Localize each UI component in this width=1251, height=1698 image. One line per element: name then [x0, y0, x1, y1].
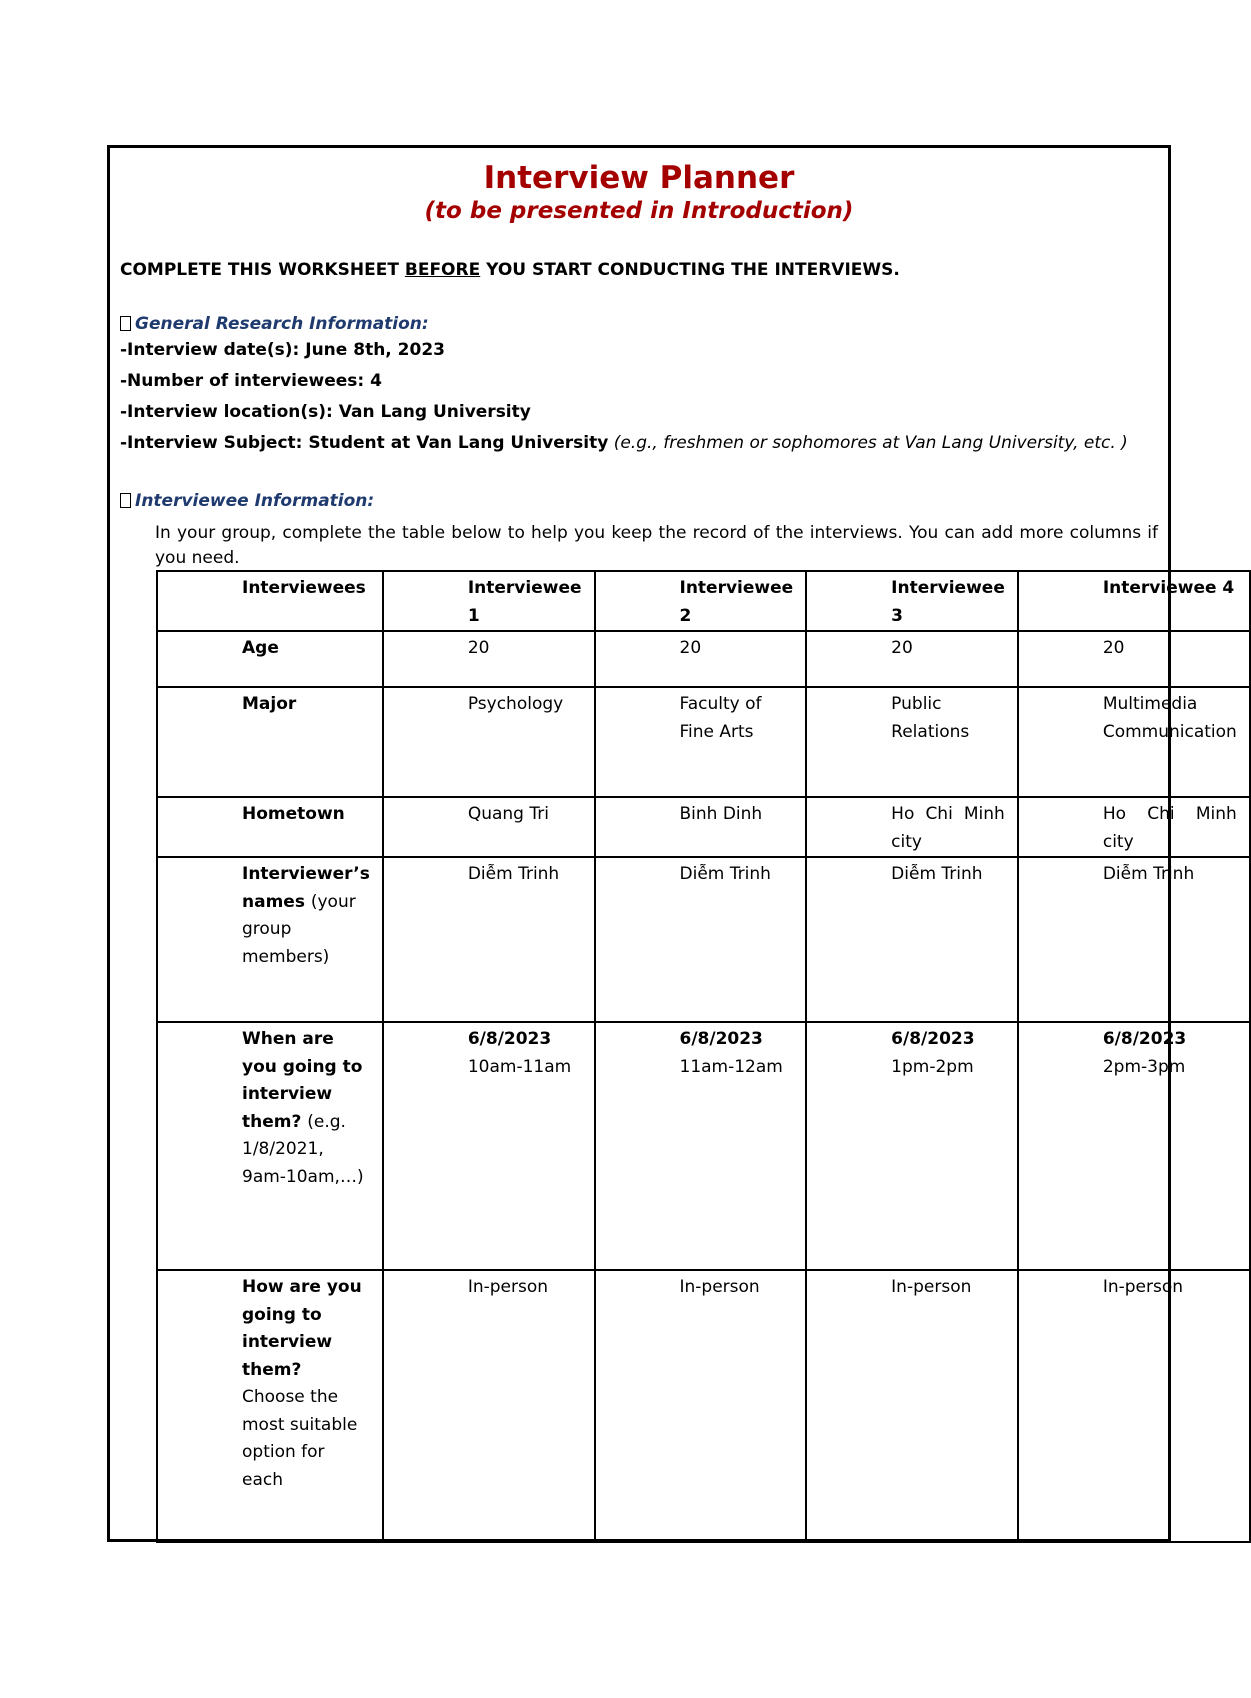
table-row [157, 571, 1250, 631]
table-cell [595, 1022, 807, 1270]
row-label: Hometown [157, 797, 383, 857]
general-info-heading [120, 314, 429, 334]
interview-time-value: 1pm-2pm [891, 1056, 974, 1077]
interview-subject-example: (e.g., freshmen or sophomores at Van Lang University, etc. ) [608, 433, 1128, 453]
interview-date-value: 6/8/2023 [1102, 1029, 1187, 1049]
interview-subject [120, 433, 1128, 453]
header-cell: Interviewee 1 [383, 571, 595, 631]
row-label-text: When are you going to interview them? [242, 1029, 363, 1132]
checkbox-icon [120, 316, 131, 331]
table-cell: Ho Chi Minh city [1018, 797, 1250, 857]
header-cell: Interviewees [157, 571, 383, 631]
row-label [157, 857, 383, 1022]
table-cell: Diễm Trinh [1018, 857, 1250, 1022]
table-row [157, 1022, 1250, 1270]
table-cell: In-person [1018, 1270, 1250, 1542]
table-cell [1018, 1022, 1250, 1270]
interviewee-count: -Number of interviewees: 4 [120, 371, 382, 391]
table-cell: In-person [806, 1270, 1018, 1542]
table-cell: Diễm Trinh [595, 857, 807, 1022]
row-label-note: (your group members) [242, 891, 356, 967]
table-cell [383, 1022, 595, 1270]
interviewee-info-heading-text: Interviewee Information: [135, 491, 375, 511]
row-label-note: Choose the most suitable option for each [242, 1387, 358, 1490]
table-row [157, 797, 1250, 857]
table-cell: Multimedia Communication [1018, 687, 1250, 797]
row-label [157, 1270, 383, 1542]
interview-date-value: 6/8/2023 [467, 1029, 552, 1049]
interview-time-value: 11am-12am [679, 1056, 783, 1077]
interviewee-intro: In your group, complete the table below to help you keep the record of the interviews. You can add more columns if you need. [155, 523, 1158, 568]
general-info-heading-text: General Research Information: [135, 314, 429, 334]
worksheet-frame [107, 145, 1237, 1542]
table-cell: Faculty of Fine Arts [595, 687, 807, 797]
page-title: Interview Planner [483, 160, 795, 196]
row-label-text: How are you going to interview them? [242, 1277, 362, 1380]
instruction-line [120, 260, 900, 280]
interview-subject-text: -Interview Subject: Student at Van Lang University [120, 433, 609, 453]
table-cell: 20 [806, 631, 1018, 687]
instruction-emphasis: BEFORE [404, 260, 481, 280]
instruction-pre: COMPLETE THIS WORKSHEET [120, 260, 405, 280]
row-label [157, 1022, 383, 1270]
table-cell: In-person [383, 1270, 595, 1542]
header-cell: Interviewee 2 [595, 571, 807, 631]
table-cell: 20 [1018, 631, 1250, 687]
header-cell: Interviewee 3 [806, 571, 1018, 631]
table-cell: Psychology [383, 687, 595, 797]
table-row [157, 1270, 1250, 1542]
interview-time-value: 2pm-3pm [1102, 1056, 1186, 1077]
table-row [157, 687, 1250, 797]
interview-date-value: 6/8/2023 [679, 1029, 763, 1049]
table-cell: 20 [595, 631, 807, 687]
table-cell [806, 1022, 1018, 1270]
interview-location: -Interview location(s): Van Lang University [120, 402, 531, 422]
header-cell: Interviewee 4 [1018, 571, 1250, 631]
row-label: Age [157, 631, 383, 687]
page-subtitle: (to be presented in Introduction) [424, 198, 854, 224]
table-cell: Binh Dinh [595, 797, 807, 857]
interviewee-table [156, 570, 1251, 1543]
table-row [157, 631, 1250, 687]
table-cell: Public Relations [806, 687, 1018, 797]
table-cell: 20 [383, 631, 595, 687]
row-label-text: Interviewer’s names [242, 864, 370, 912]
table-cell: Diễm Trinh [806, 857, 1018, 1022]
table-row [157, 857, 1250, 1022]
table-cell: In-person [595, 1270, 807, 1542]
row-label-note: (e.g. 1/8/2021, 9am-10am,…) [242, 1111, 364, 1187]
instruction-post: YOU START CONDUCTING THE INTERVIEWS. [480, 260, 900, 280]
interview-date: -Interview date(s): June 8th, 2023 [120, 340, 445, 360]
row-label: Major [157, 687, 383, 797]
interviewee-info-heading [120, 491, 374, 511]
checkbox-icon [120, 493, 131, 508]
table-cell: Diễm Trinh [383, 857, 595, 1022]
interview-time-value: 10am-11am [467, 1056, 572, 1077]
table-cell: Ho Chi Minh city [806, 797, 1018, 857]
table-cell: Quang Tri [383, 797, 595, 857]
interview-date-value: 6/8/2023 [891, 1029, 975, 1049]
